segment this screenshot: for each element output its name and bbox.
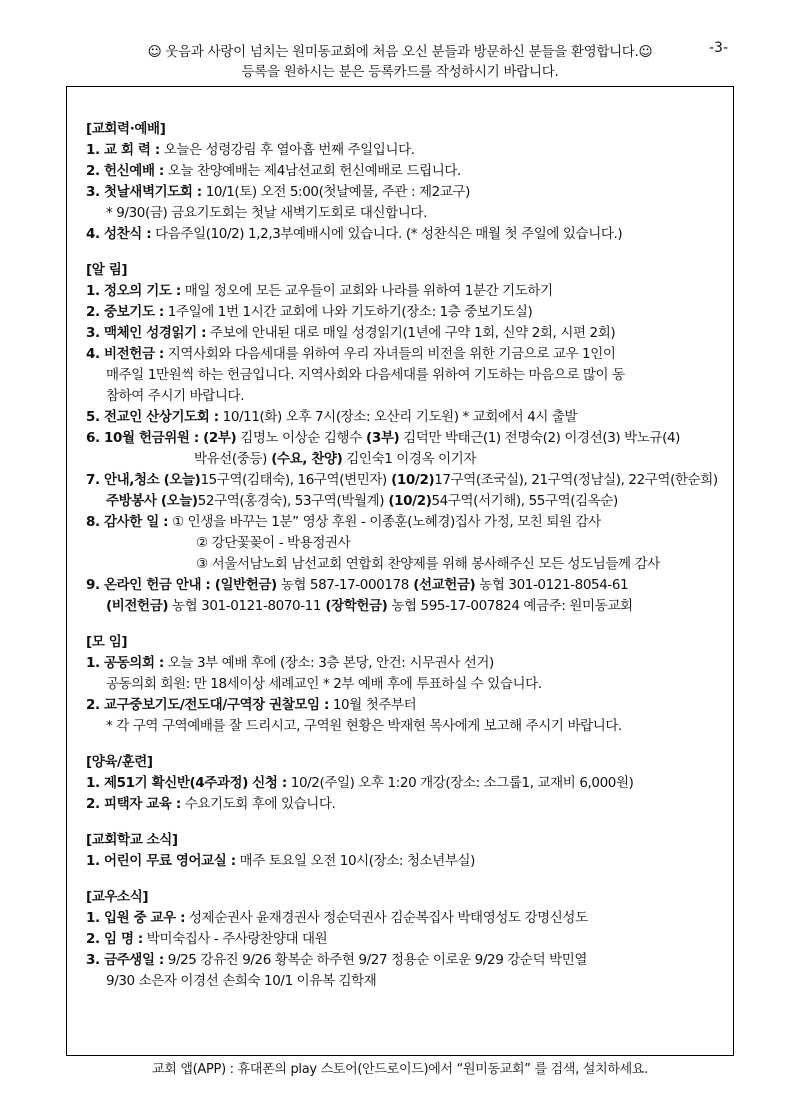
meeting-item: 2. 교구중보기도/전도대/구역장 권찰모임 : 10월 첫주부터 [86,697,417,713]
school-item: 1. 어린이 무료 영어교실 : 매주 토요일 오전 10시(장소: 청소년부실) [86,853,476,869]
member-item: 1. 입원 중 교우 : 성제순권사 윤재경권사 정순덕권사 김순복집사 박태영성도 강명신성도 [86,910,588,926]
section-title-notices: [알 림] [86,262,128,278]
notice-continuation: 박유선(중등) (수요, 찬양) 김인숙1 이경옥 이기자 [194,451,477,467]
notice-continuation: 참하여 주시기 바랍니다. [106,388,245,404]
calendar-item: 2. 헌신예배 : 오늘 찬양예배는 제4남선교회 헌신예배로 드립니다. [86,163,461,179]
meeting-item: 1. 공동의회 : 오늘 3부 예배 후에 (장소: 3층 본당, 안건: 시무권사 선거) [86,655,494,671]
page-number: -3- [708,40,728,56]
notice-continuation: ② 강단꽃꽂이 - 박용정권사 [196,535,351,551]
section-title-calendar: [교회력·예배] [86,121,166,137]
notice-continuation: (비전헌금) 농협 301-0121-8070-11 (장학헌금) 농협 595-17-007824 예금주: 원미동교회 [106,598,633,614]
notice-item: 1. 정오의 기도 : 매일 정오에 모든 교우들이 교회와 나라를 위하여 1분간 기도하기 [86,283,553,299]
app-footer-note: 교회 앱(APP) : 휴대폰의 play 스토어(안드로이드)에서 “원미동교회” 를 검색, 설치하세요. [152,1062,648,1077]
calendar-note: * 9/30(금) 금요기도회는 첫날 새벽기도회로 대신합니다. [106,205,427,221]
notice-continuation: 주방봉사 (오늘)52구역(홍경숙), 53구역(박월계) (10/2)54구역(서기해), 55구역(김옥순) [106,493,618,509]
welcome-header: ☺ 웃음과 사랑이 넘치는 원미동교회에 처음 오신 분들과 방문하신 분들을 환영합니다.☺ [147,44,653,60]
meeting-note: 공동의회 회원: 만 18세이상 세례교인 * 2부 예배 후에 투표하실 수 있습니다. [106,676,542,692]
registration-note: 등록을 원하시는 분은 등록카드를 작성하시기 바랍니다. [241,64,559,80]
calendar-item: 1. 교 회 력 : 오늘은 성령강림 후 열아홉 번째 주일입니다. [86,142,415,158]
education-item: 2. 피택자 교육 : 수요기도회 후에 있습니다. [86,796,336,812]
bulletin-content [86,118,726,992]
notice-item: 5. 전교인 산상기도회 : 10/11(화) 오후 7시(장소: 오산리 기도원) * 교회에서 4시 출발 [86,409,578,425]
education-item: 1. 제51기 확신반(4주과정) 신청 : 10/2(주일) 오후 1:20 개강(장소: 소그룹1, 교재비 6,000원) [86,775,634,791]
member-item: 2. 임 명 : 박미숙집사 - 주사랑찬양대 대원 [86,931,328,947]
meeting-note: * 각 구역 구역예배를 잘 드리시고, 구역원 현황은 박재현 목사에게 보고해 주시기 바랍니다. [106,718,622,734]
notice-item: 7. 안내,청소 (오늘)15구역(김태숙), 16구역(변민자) (10/2)17구역(조국실), 21구역(정남실), 22구역(한순희) [86,472,718,488]
notice-item: 3. 맥체인 성경읽기 : 주보에 안내된 대로 매일 성경읽기(1년에 구약 1회, 신약 2회, 시편 2회) [86,325,616,341]
notice-item: 2. 중보기도 : 1주일에 1번 1시간 교회에 나와 기도하기(장소: 1층 중보기도실) [86,304,533,320]
notice-item: 6. 10월 헌금위원 : (2부) 김명노 이상순 김행수 (3부) 김덕만 박태근(1) 전명숙(2) 이경선(3) 박노규(4) [86,430,680,446]
notice-item: 9. 온라인 헌금 안내 : (일반헌금) 농협 587-17-000178 (선교헌금) 농협 301-0121-8054-61 [86,577,629,593]
notice-item: 4. 비전헌금 : 지역사회와 다음세대를 위하여 우리 자녀들의 비전을 위한 기금으로 교우 1인이 [86,346,616,362]
notice-continuation: ③ 서울서남노회 남선교회 연합회 찬양제를 위해 봉사해주신 모든 성도님들께 감사 [196,556,660,572]
section-title-school: [교회학교 소식] [86,832,178,848]
section-title-education: [양육/훈련] [86,754,153,770]
section-title-members: [교우소식] [86,889,149,905]
calendar-item: 3. 첫날새벽기도회 : 10/1(토) 오전 5:00(첫날예물, 주관 : 제2교구) [86,184,470,200]
calendar-item: 4. 성찬식 : 다음주일(10/2) 1,2,3부예배시에 있습니다. (* 성찬식은 매월 첫 주일에 있습니다.) [86,226,623,242]
notice-item: 8. 감사한 일 : ① 인생을 바꾸는 1분” 영상 후원 - 이종훈(노혜경)집사 가정, 모친 퇴원 감사 [86,514,601,530]
notice-continuation: 매주일 1만원씩 하는 헌금입니다. 지역사회와 다음세대를 위하여 기도하는 마음으로 많이 동 [106,367,625,383]
member-item: 3. 금주생일 : 9/25 강유진 9/26 황복순 하주현 9/27 정용순 이로운 9/29 강순덕 박민열 [86,952,588,968]
member-continuation: 9/30 소은자 이경선 손희숙 10/1 이유복 김학재 [106,973,377,989]
section-title-meetings: [모 임] [86,634,128,650]
